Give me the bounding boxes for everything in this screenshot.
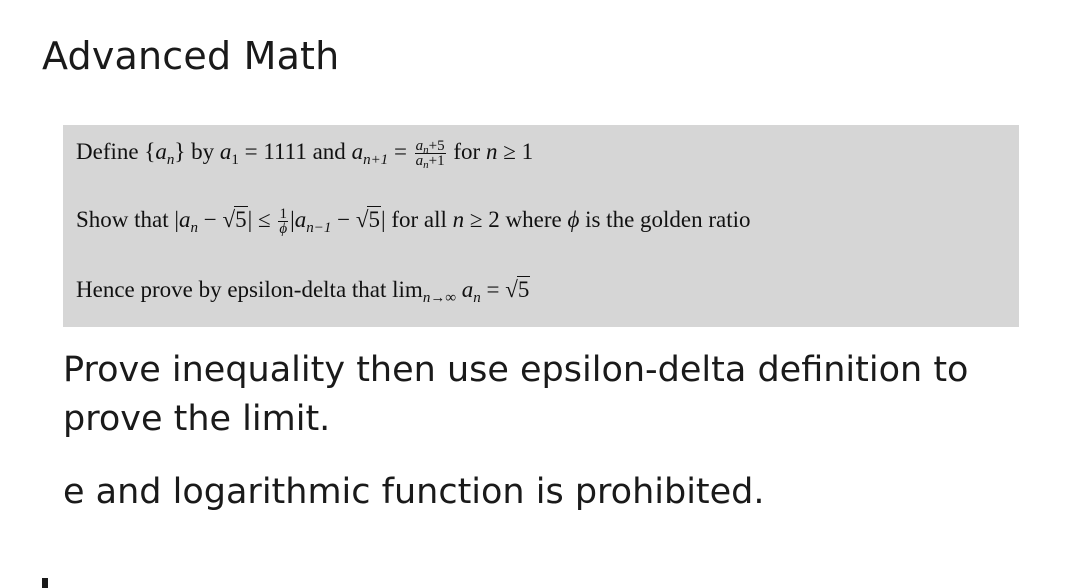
problem-line-limit — [76, 277, 530, 306]
instruction-text: Prove inequality then use epsilon-delta definition to prove the limit. — [63, 350, 969, 439]
lim-subscript: n→∞ — [422, 290, 457, 306]
sqrt-5-second: √5 — [355, 207, 380, 232]
abs-bar-right: | — [247, 207, 253, 232]
problem-line-define — [76, 138, 534, 172]
var-a: a — [461, 277, 474, 302]
var-n: n — [452, 207, 465, 232]
problem-line-show-inequality — [76, 207, 751, 236]
condition-n-geq-1: ≥ 1 — [503, 139, 534, 164]
word-define: Define — [76, 139, 139, 164]
frac-num-n: n — [423, 144, 429, 157]
minus-sign-2: − — [337, 207, 351, 232]
var-a: a — [179, 207, 191, 232]
radicand-5-limit: 5 — [517, 277, 530, 302]
var-a-next: a — [351, 139, 364, 164]
initial-value: = 1111 — [244, 139, 307, 164]
lim-operator: lim — [392, 277, 423, 302]
sub-n: n — [473, 290, 481, 306]
var-a: a — [155, 139, 167, 164]
sub-n: n — [166, 152, 175, 168]
cropped-text-fragment — [42, 578, 82, 588]
var-phi: ϕ — [567, 207, 580, 232]
frac-den-tail: +1 — [428, 153, 445, 170]
page-title: Advanced Math — [42, 34, 340, 78]
equals-sign: = — [486, 277, 500, 302]
condition-n-geq-2: ≥ 2 — [469, 207, 500, 232]
minus-sign: − — [203, 207, 217, 232]
abs-bar-left-2: | — [290, 207, 295, 232]
restriction-text: e and logarithmic function is prohibited. — [63, 472, 765, 512]
sqrt-5: √5 — [222, 207, 247, 232]
leq-sign: ≤ — [257, 207, 271, 232]
frac-den-a: a — [415, 153, 424, 170]
frac-den-n: n — [423, 159, 429, 172]
radicand-5: 5 — [235, 207, 247, 232]
word-and: and — [312, 139, 346, 164]
words-for-all: for all — [391, 207, 447, 232]
sub-n-minus-1: n−1 — [306, 220, 332, 236]
sub-n: n — [190, 220, 198, 236]
sqrt-5-limit: √5 — [505, 277, 530, 302]
word-where: where — [505, 207, 562, 232]
frac-den-phi: ϕ — [279, 221, 288, 238]
recurrence-fraction — [415, 138, 446, 172]
brace-close: } — [174, 139, 186, 164]
word-for: for — [453, 139, 481, 164]
abs-bar-left: | — [174, 207, 179, 232]
words-show-that: Show that — [76, 207, 169, 232]
var-a1: a — [219, 139, 232, 164]
words-is-golden-ratio: is the golden ratio — [585, 207, 751, 232]
frac-num-1: 1 — [279, 206, 287, 223]
equals-sign: = — [393, 139, 407, 164]
abs-bar-right-2: | — [380, 207, 386, 232]
var-a-prev: a — [294, 207, 307, 232]
one-over-phi-fraction — [278, 207, 288, 236]
word-by: by — [191, 139, 215, 164]
var-n: n — [485, 139, 498, 164]
radicand-5-second: 5 — [368, 207, 380, 232]
sub-n-plus-1: n+1 — [363, 152, 389, 168]
frac-num-a: a — [415, 138, 424, 155]
words-hence-prove: Hence prove by epsilon-delta that — [76, 277, 387, 302]
problem-statement-box — [63, 125, 1019, 327]
brace-open: { — [144, 139, 156, 164]
frac-num-tail: +5 — [428, 138, 445, 155]
sub-1: 1 — [231, 152, 239, 168]
